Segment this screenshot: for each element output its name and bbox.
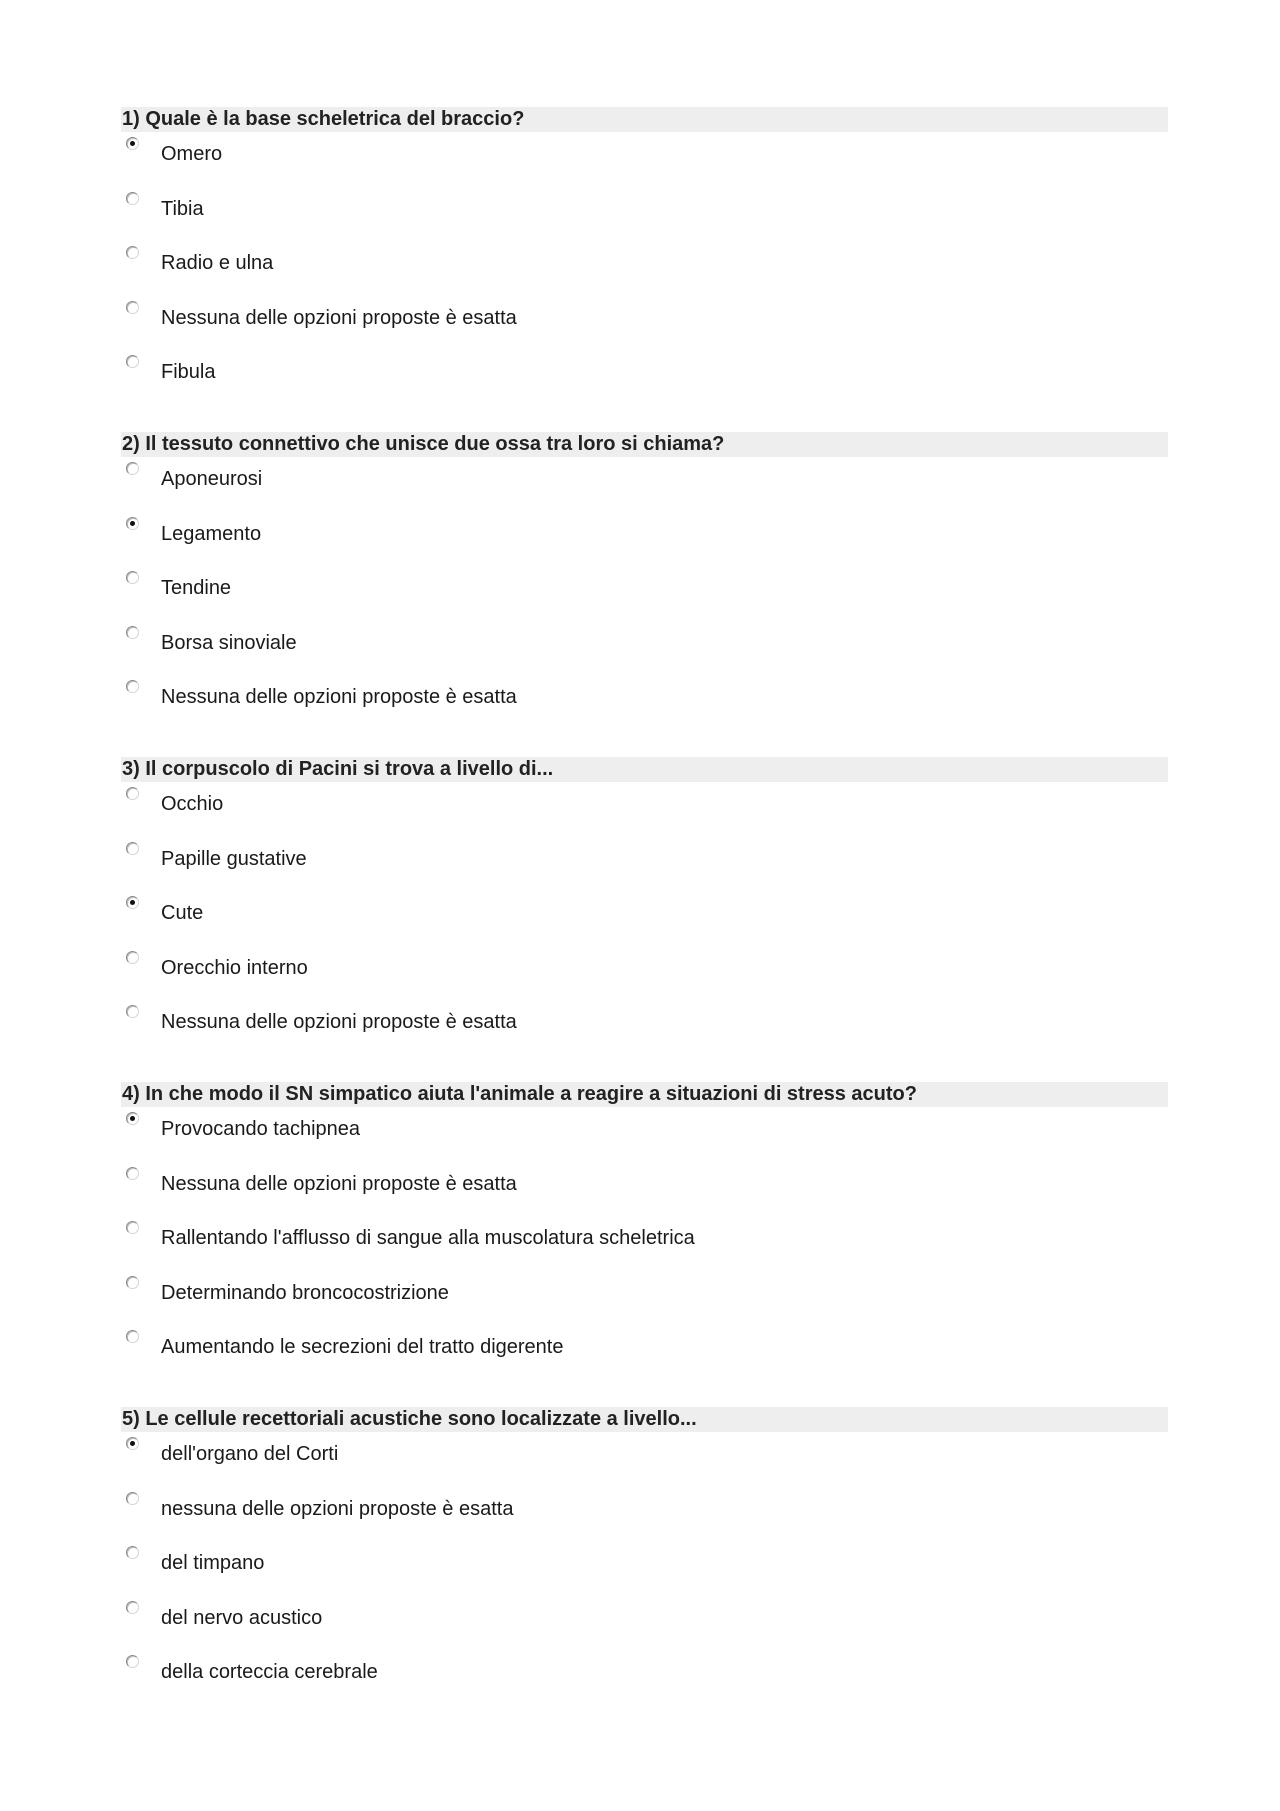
- answer-label: Nessuna delle opzioni proposte è esatta: [161, 1011, 517, 1033]
- question-3: [121, 757, 1168, 1082]
- radio-button[interactable]: [126, 192, 139, 205]
- answer-label: Orecchio interno: [161, 956, 308, 979]
- answer-label: del nervo acustico: [161, 1606, 323, 1629]
- answer-label: Nessuna delle opzioni proposte è esatta: [161, 306, 517, 329]
- question-title: 5) Le cellule recettoriali acustiche sono localizzate a livello...: [121, 1407, 1168, 1432]
- answer-option[interactable]: [121, 675, 1168, 730]
- question-title: 1) Quale è la base scheletrica del braccio?: [121, 107, 1168, 132]
- answer-option[interactable]: [121, 187, 1168, 242]
- answer-option[interactable]: [121, 621, 1168, 676]
- radio-dot-icon: [130, 1441, 135, 1446]
- answer-option[interactable]: [121, 1487, 1168, 1542]
- radio-dot-icon: [130, 141, 135, 146]
- answer-option[interactable]: [121, 296, 1168, 351]
- radio-button[interactable]: [126, 355, 139, 368]
- question-1: [121, 107, 1168, 432]
- radio-button[interactable]: [126, 571, 139, 584]
- answer-label: Papille gustative: [161, 847, 307, 870]
- question-2: [121, 432, 1168, 757]
- radio-button[interactable]: [126, 1167, 139, 1180]
- answer-option[interactable]: [121, 1107, 1168, 1162]
- answer-label: Tibia: [161, 197, 204, 220]
- answer-option[interactable]: [121, 1432, 1168, 1487]
- question-title: 2) Il tessuto connettivo che unisce due ossa tra loro si chiama?: [121, 432, 1168, 457]
- answer-option[interactable]: [121, 1216, 1168, 1271]
- quiz-page: [121, 107, 1168, 1732]
- radio-dot-icon: [130, 521, 135, 526]
- radio-button[interactable]: [126, 842, 139, 855]
- answer-label: Aumentando le secrezioni del tratto digerente: [161, 1336, 564, 1358]
- radio-button[interactable]: [126, 1005, 139, 1018]
- answer-option[interactable]: [121, 512, 1168, 567]
- radio-button[interactable]: [126, 1221, 139, 1234]
- question-4: [121, 1082, 1168, 1407]
- radio-button[interactable]: [126, 246, 139, 259]
- radio-button[interactable]: [126, 1492, 139, 1505]
- answer-option[interactable]: [121, 241, 1168, 296]
- answer-option[interactable]: [121, 946, 1168, 1001]
- answer-label: Legamento: [161, 522, 262, 545]
- question-5: [121, 1407, 1168, 1732]
- question-title: 4) In che modo il SN simpatico aiuta l'animale a reagire a situazioni di stress acuto?: [121, 1082, 1168, 1107]
- answer-option[interactable]: [121, 1271, 1168, 1326]
- answer-label: della corteccia cerebrale: [161, 1661, 378, 1683]
- radio-button[interactable]: [126, 680, 139, 693]
- answer-option[interactable]: [121, 1325, 1168, 1380]
- answer-label: Tendine: [161, 577, 232, 599]
- answer-option[interactable]: [121, 1000, 1168, 1055]
- radio-dot-icon: [130, 1116, 135, 1121]
- radio-button[interactable]: [126, 1112, 139, 1125]
- answer-option[interactable]: [121, 350, 1168, 405]
- answer-label: Borsa sinoviale: [161, 631, 297, 654]
- radio-button[interactable]: [126, 1330, 139, 1343]
- radio-button[interactable]: [126, 462, 139, 475]
- radio-button[interactable]: [126, 137, 139, 150]
- answer-label: Nessuna delle opzioni proposte è esatta: [161, 686, 517, 708]
- answer-option[interactable]: [121, 566, 1168, 621]
- answer-option[interactable]: [121, 782, 1168, 837]
- answer-label: del timpano: [161, 1552, 265, 1574]
- answer-option[interactable]: [121, 457, 1168, 512]
- answer-label: Radio e ulna: [161, 252, 274, 274]
- radio-dot-icon: [130, 900, 135, 905]
- question-title: 3) Il corpuscolo di Pacini si trova a livello di...: [121, 757, 1168, 782]
- radio-button[interactable]: [126, 626, 139, 639]
- radio-button[interactable]: [126, 1437, 139, 1450]
- radio-button[interactable]: [126, 1655, 139, 1668]
- answer-option[interactable]: [121, 1541, 1168, 1596]
- answer-label: Provocando tachipnea: [161, 1118, 361, 1140]
- answer-option[interactable]: [121, 132, 1168, 187]
- answer-option[interactable]: [121, 1162, 1168, 1217]
- answer-label: dell'organo del Corti: [161, 1443, 339, 1465]
- answer-label: Nessuna delle opzioni proposte è esatta: [161, 1172, 517, 1195]
- answer-label: Omero: [161, 143, 223, 165]
- radio-button[interactable]: [126, 301, 139, 314]
- answer-option[interactable]: [121, 1650, 1168, 1705]
- radio-button[interactable]: [126, 1276, 139, 1289]
- radio-button[interactable]: [126, 1546, 139, 1559]
- answer-label: nessuna delle opzioni proposte è esatta: [161, 1497, 514, 1520]
- answer-option[interactable]: [121, 837, 1168, 892]
- answer-label: Occhio: [161, 793, 224, 815]
- answer-label: Aponeurosi: [161, 468, 263, 490]
- radio-button[interactable]: [126, 896, 139, 909]
- answer-label: Cute: [161, 902, 204, 924]
- radio-button[interactable]: [126, 1601, 139, 1614]
- answer-label: Determinando broncocostrizione: [161, 1281, 449, 1304]
- answer-label: Fibula: [161, 361, 216, 383]
- radio-button[interactable]: [126, 517, 139, 530]
- radio-button[interactable]: [126, 951, 139, 964]
- answer-option[interactable]: [121, 1596, 1168, 1651]
- radio-button[interactable]: [126, 787, 139, 800]
- answer-label: Rallentando l'afflusso di sangue alla muscolatura scheletrica: [161, 1227, 695, 1249]
- answer-option[interactable]: [121, 891, 1168, 946]
